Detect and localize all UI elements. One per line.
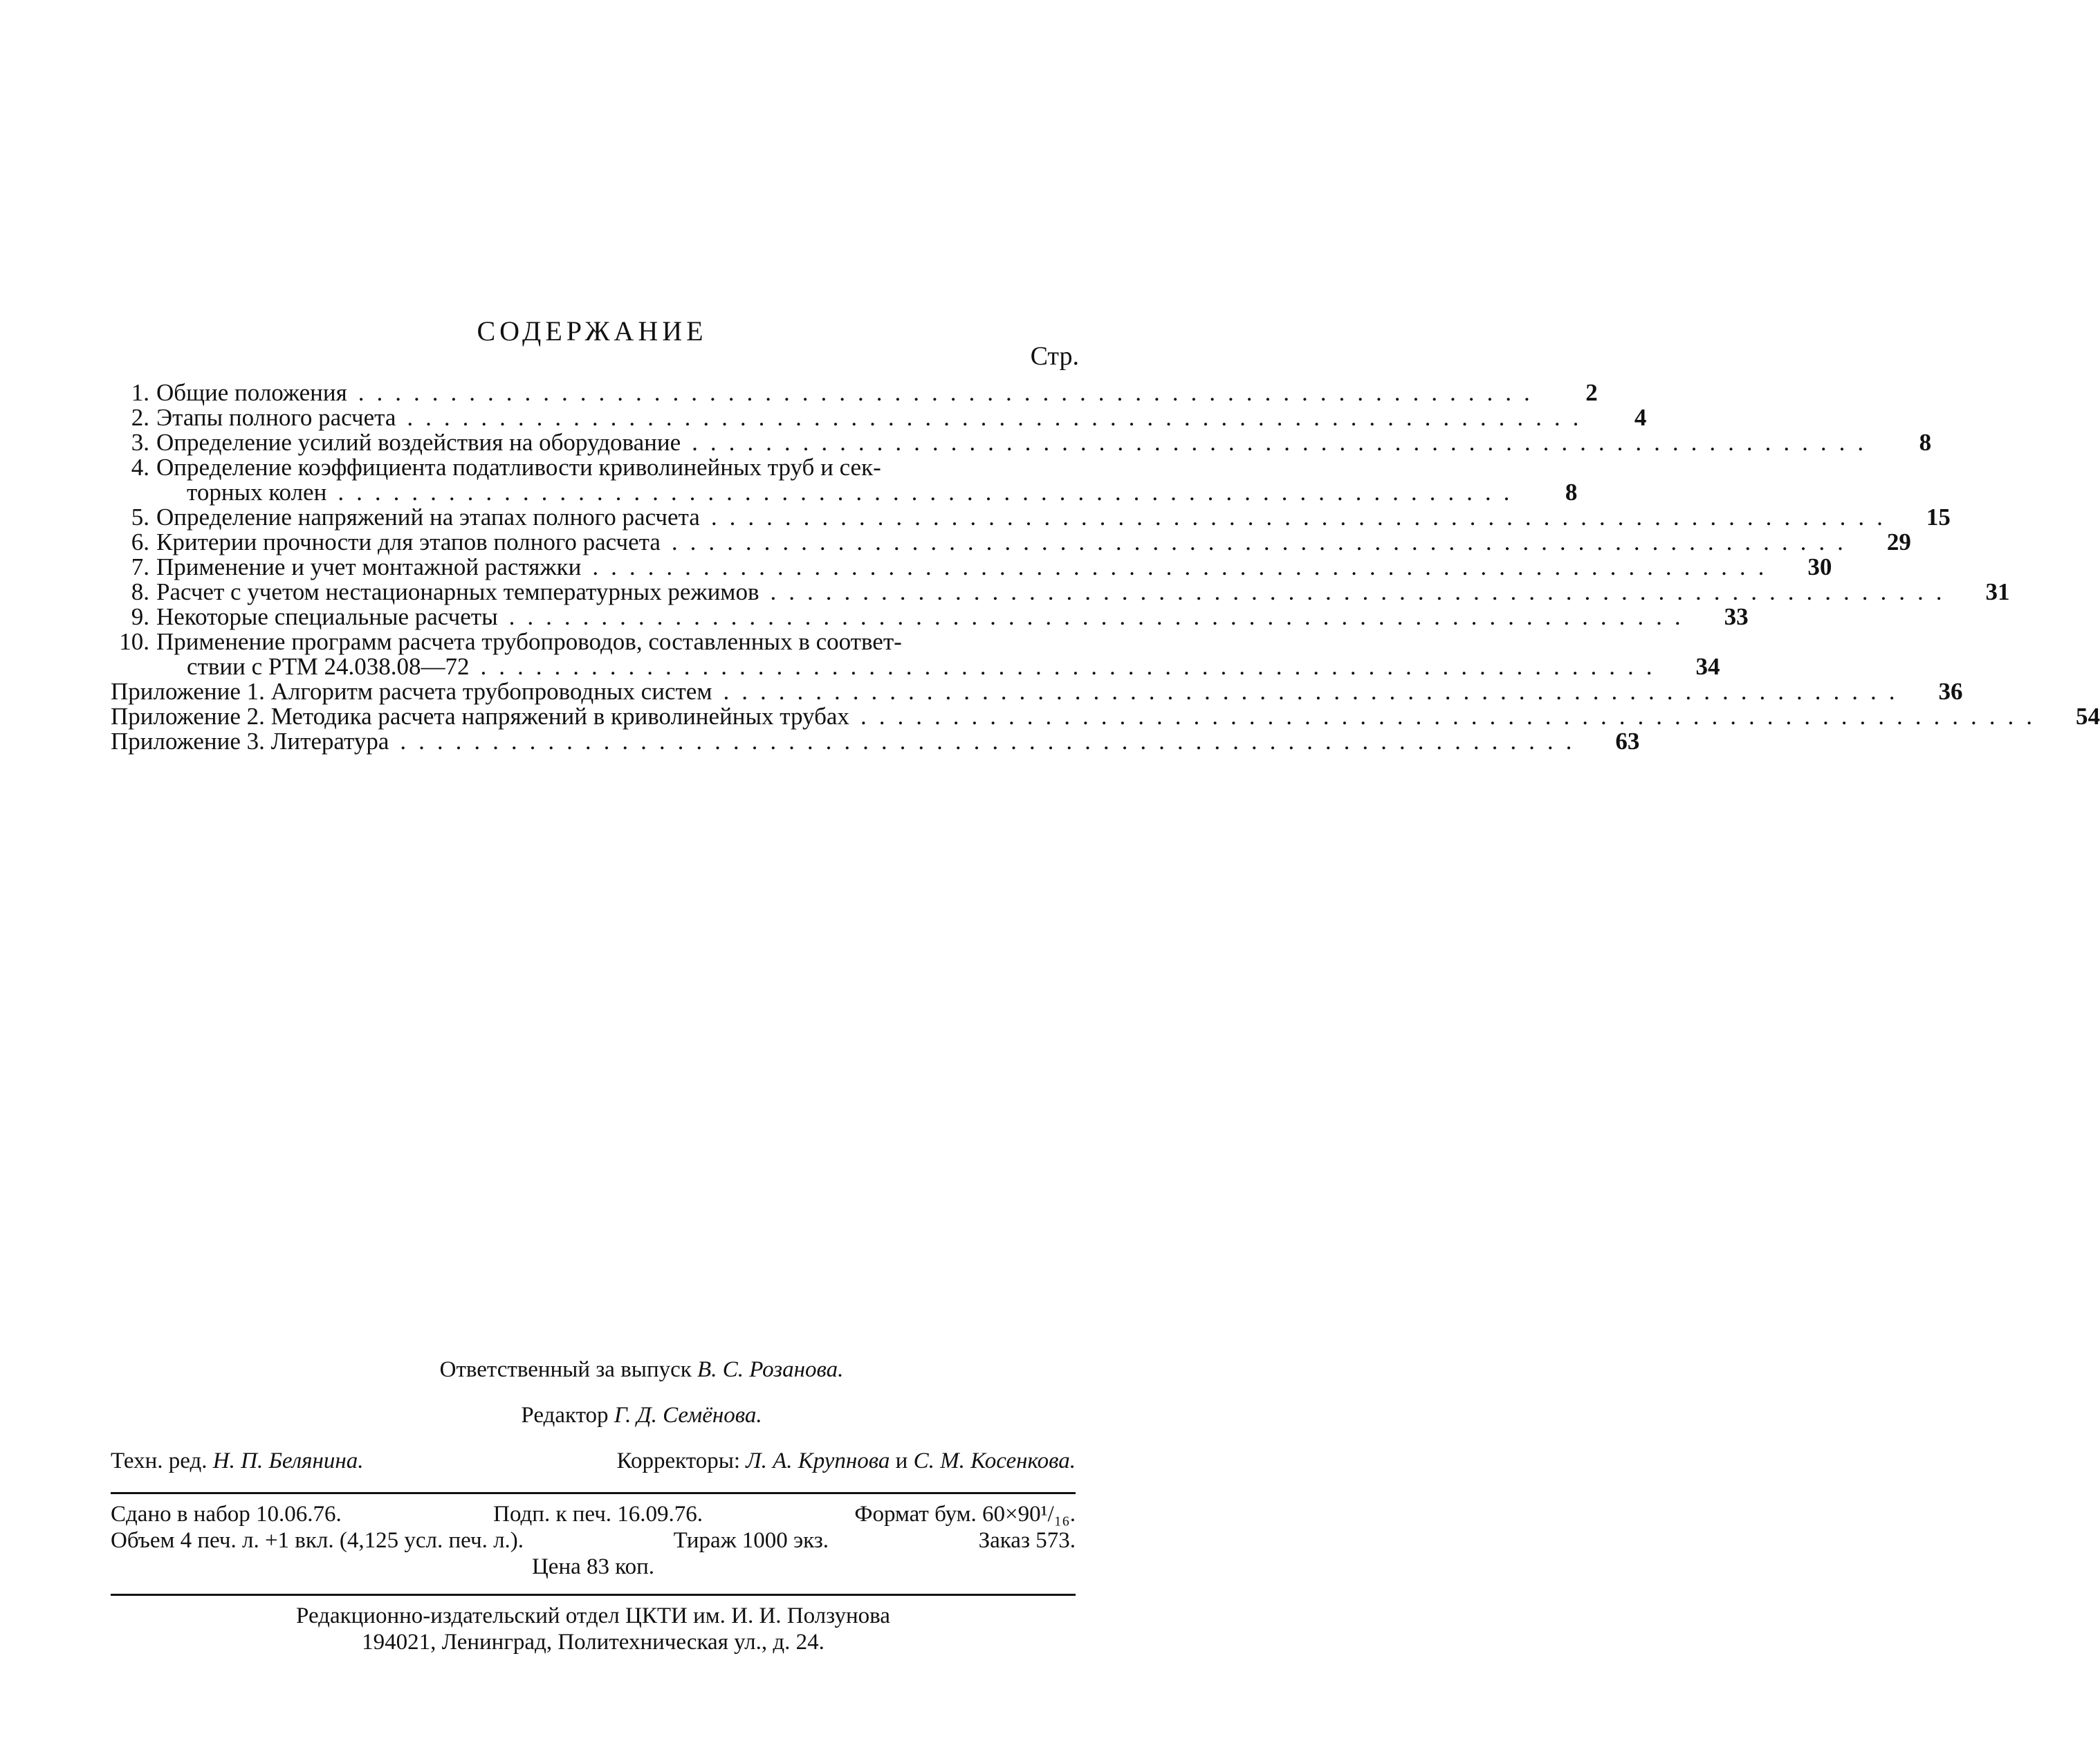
tech-label: Техн. ред. <box>111 1448 208 1473</box>
toc-entry-page: 2 <box>1585 379 1598 406</box>
toc-entry-title: Критерии прочности для этапов полного расчета <box>156 528 661 555</box>
toc-entry-number: 1. <box>131 379 149 406</box>
divider-bottom <box>111 1594 1076 1596</box>
toc-entry <box>111 429 1932 456</box>
tech-editor <box>111 1444 363 1478</box>
toc-leader-dots: ................................................................ <box>338 479 1522 506</box>
toc-entry-page: 36 <box>1938 678 1963 705</box>
print-run: Тираж 1000 экз. <box>673 1528 829 1553</box>
toc-entry-number: 4. <box>131 454 149 481</box>
table-of-contents <box>111 335 2100 755</box>
toc-leader-dots: ................................................................ <box>860 703 2045 730</box>
toc-title: СОДЕРЖАНИЕ <box>477 315 708 347</box>
divider-top <box>111 1492 1076 1494</box>
toc-entry <box>111 678 1963 705</box>
publisher-name: Редакционно-издательский отдел ЦКТИ им. И. И. Ползунова <box>296 1603 890 1628</box>
corrector-2: С. М. Косенкова. <box>913 1448 1076 1473</box>
toc-leader-dots: ................................................................ <box>692 429 1877 456</box>
toc-entry-title: торных колен <box>187 479 327 506</box>
toc-entry-number: 6. <box>131 528 149 555</box>
toc-entry-title: Приложение 1. Алгоритм расчета трубопроводных систем <box>111 678 712 705</box>
toc-entry-page: 8 <box>1919 429 1932 456</box>
editor-name: Г. Д. Семёнова. <box>614 1403 762 1428</box>
correctors <box>617 1444 1076 1478</box>
toc-entry-title: Общие положения <box>156 379 347 406</box>
imprint-row-1 <box>111 1501 1076 1527</box>
correctors-label: Корректоры: <box>616 1448 741 1473</box>
imprint-row-2 <box>111 1527 1076 1554</box>
paper-format: Формат бум. 60×90¹/₁₆. <box>854 1502 1076 1527</box>
toc-leader-dots: ................................................................ <box>407 404 1592 431</box>
toc-entry-page: 63 <box>1615 728 1640 755</box>
toc-entry-title: Приложение 3. Литература <box>111 728 389 755</box>
toc-entry <box>111 404 1647 431</box>
price: Цена 83 коп. <box>531 1554 655 1579</box>
editor-line <box>111 1398 1076 1433</box>
credits-block <box>111 1352 1076 1655</box>
toc-entry-title: Применение программ расчета трубопроводов, составленных в соответ- <box>156 628 902 655</box>
signed-date: Подп. к печ. 16.09.76. <box>493 1502 703 1527</box>
corrector-and: и <box>895 1448 908 1473</box>
toc-entry-page: 34 <box>1695 653 1720 680</box>
toc-entry-title: Некоторые специальные расчеты <box>156 603 498 630</box>
toc-entry-number: 2. <box>131 404 149 431</box>
page-column-header: Стр. <box>1030 342 1079 371</box>
toc-entry-title: Определение усилий воздействия на оборудование <box>156 429 681 456</box>
toc-leader-dots: ................................................................ <box>480 653 1665 680</box>
order-number: Заказ 573. <box>978 1528 1076 1553</box>
toc-entry-title: Применение и учет монтажной растяжки <box>156 553 582 580</box>
toc-leader-dots: ................................................................ <box>358 379 1542 406</box>
toc-leader-dots: ................................................................ <box>508 603 1693 630</box>
toc-leader-dots: ................................................................ <box>671 528 1856 555</box>
tech-name: Н. П. Белянина. <box>212 1448 364 1473</box>
toc-entry-number: 7. <box>131 553 149 580</box>
toc-entries <box>111 379 2100 755</box>
toc-entry-number: 9. <box>131 603 149 630</box>
toc-entry-number: 10. <box>119 628 149 655</box>
toc-entry-number: 8. <box>131 578 149 605</box>
toc-entry <box>111 728 1640 755</box>
toc-entry-number: 3. <box>131 429 149 456</box>
toc-entry-number: 5. <box>131 504 149 531</box>
toc-entry-page: 4 <box>1634 404 1647 431</box>
responsible-label: Ответственный за выпуск <box>439 1357 692 1382</box>
toc-entry <box>111 629 1079 654</box>
toc-entry <box>111 479 1578 506</box>
responsible-name: В. С. Розанова. <box>697 1357 844 1382</box>
toc-entry <box>111 528 1911 555</box>
toc-entry <box>111 653 1720 680</box>
toc-entry <box>111 603 1749 630</box>
toc-leader-dots: ................................................................ <box>770 578 1955 605</box>
publisher-address: 194021, Ленинград, Политехническая ул., д. 24. <box>362 1630 825 1655</box>
toc-entry <box>111 553 1832 580</box>
toc-entry <box>111 504 1951 531</box>
toc-entry <box>111 578 2010 605</box>
submitted-date: Сдано в набор 10.06.76. <box>111 1502 342 1527</box>
toc-entry-title: Приложение 2. Методика расчета напряжений в криволинейных трубах <box>111 703 849 730</box>
editor-label: Редактор <box>521 1403 609 1428</box>
toc-entry-page: 54 <box>2075 703 2100 730</box>
toc-leader-dots: ................................................................ <box>592 553 1777 580</box>
toc-entry-title: Определение напряжений на этапах полного расчета <box>156 504 700 531</box>
toc-entry-page: 30 <box>1807 553 1832 580</box>
toc-entry-page: 15 <box>1926 504 1951 531</box>
corrector-1: Л. А. Крупнова <box>746 1448 890 1473</box>
toc-leader-dots: ................................................................ <box>723 678 1908 705</box>
toc-entry-title: Определение коэффициента податливости криволинейных труб и сек- <box>156 454 881 481</box>
tech-and-correctors-line <box>111 1444 1076 1478</box>
volume: Объем 4 печ. л. +1 вкл. (4,125 усл. печ. л.). <box>111 1528 524 1553</box>
toc-leader-dots: ................................................................ <box>400 728 1585 755</box>
toc-entry <box>111 379 1598 406</box>
toc-entry-page: 31 <box>1985 578 2010 605</box>
toc-entry-page: 33 <box>1724 603 1749 630</box>
responsible-line <box>111 1352 1076 1387</box>
toc-entry <box>111 455 1079 480</box>
toc-entry-title: Расчет с учетом нестационарных температурных режимов <box>156 578 759 605</box>
toc-entry-page: 8 <box>1565 479 1578 506</box>
toc-entry-page: 29 <box>1886 528 1911 555</box>
toc-entry-title: ствии с РТМ 24.038.08—72 <box>187 653 470 680</box>
toc-entry <box>111 703 2100 730</box>
toc-leader-dots: ................................................................ <box>710 504 1895 531</box>
toc-entry-title: Этапы полного расчета <box>156 404 396 431</box>
